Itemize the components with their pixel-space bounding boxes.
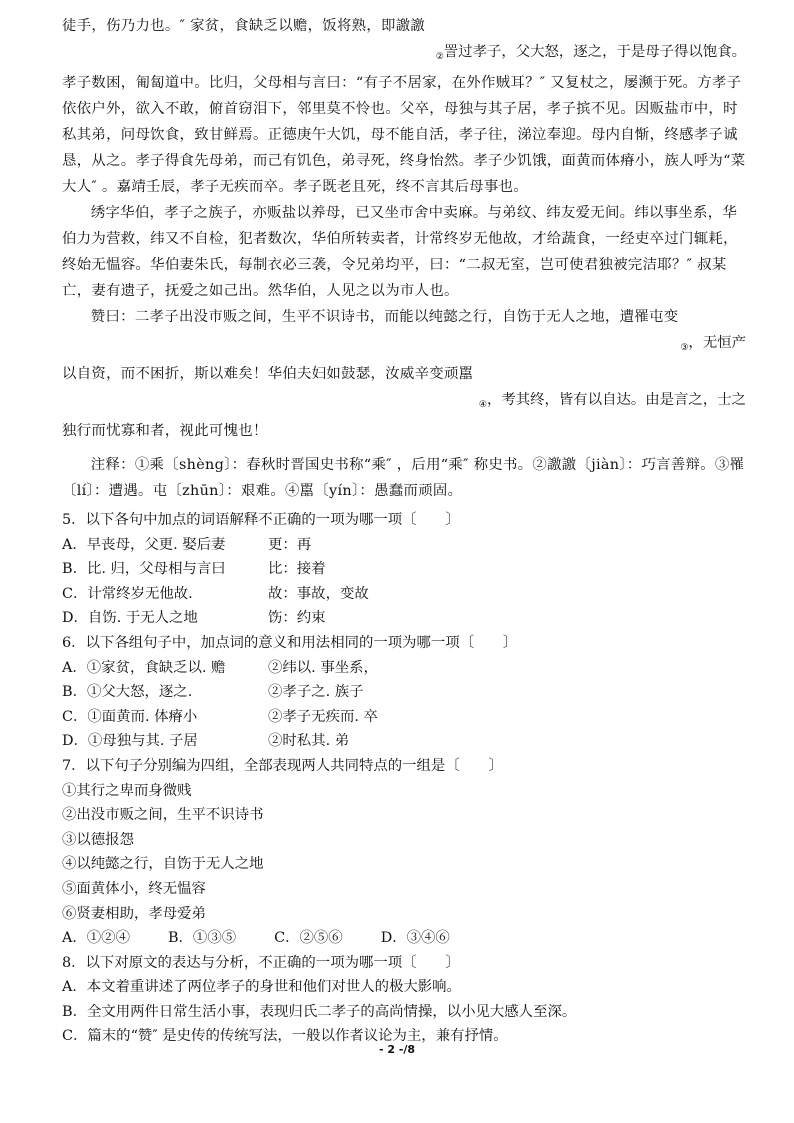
question-5-option-c[interactable] (62, 582, 746, 607)
passage-paragraph-3d (62, 387, 746, 418)
question-7-item-2: ②出没市贩之间，生平不识诗书 (62, 807, 264, 824)
question-7-choice-b[interactable]: B．①③⑤ (167, 930, 237, 947)
passage-line-2 (62, 39, 746, 70)
question-6-option-d[interactable] (62, 729, 746, 754)
passage-line-2-text: 詈过孝子，父大怒，逐之，于是母子得以饱食。 (443, 44, 746, 60)
question-6-option-c[interactable] (62, 705, 746, 730)
option-gloss: 饬：约束 (268, 610, 326, 627)
question-8-option-c[interactable]: C．篇末的“赞″ 是史传的传统写法，一般以作者议论为主，兼有抒情。 (62, 1028, 508, 1045)
option-text: D．自饬. 于无人之地 (62, 610, 198, 627)
question-5-stem: 5．以下各句中加点的词语解释不正确的一项为哪一项〔 〕 (62, 512, 460, 528)
note-marker-2: ② (435, 52, 444, 62)
question-5 (62, 508, 746, 631)
annotations: 注释：①乘〔shèng〕：春秋时晋国史书称“乘″ ，后用“乘″ 称史书。②譤譤〔jiàn〕：巧言善辩。③罹〔lí〕：遭遇。屯〔zhūn〕：艰难。④嚚〔yín〕：愚蠢而顽固。 (62, 457, 745, 499)
option-text: C．计常终岁无他故. (62, 585, 193, 602)
passage-paragraph-3e: 独行而忧寡和者，视此可愧也！ (62, 423, 268, 439)
question-7-stem: 7．以下句子分别编为四组，全部表现两人共同特点的一组是〔 〕 (62, 757, 503, 774)
page-number: - 2 -/8 (378, 1043, 416, 1056)
passage-paragraph-3b (62, 330, 746, 361)
option-text: B．①父大怒，逐之. (62, 684, 193, 701)
option-text: D．①母独与其. 子居 (62, 733, 198, 750)
option-text: C．①面黄而. 体瘠小 (62, 708, 198, 725)
question-7-choice-c[interactable]: C．②⑤⑥ (274, 930, 343, 947)
question-5-option-d[interactable] (62, 606, 746, 631)
option-gloss: 更：再 (268, 536, 312, 553)
option-text-2: ②纬以. 事坐系， (268, 659, 378, 676)
option-text-2: ②孝子之. 族子 (268, 684, 364, 701)
question-8-option-b[interactable]: B．全文用两件日常生活小事，表现归氏二孝子的高尚情操，以小见大感人至深。 (62, 1003, 577, 1020)
question-7-choices (62, 926, 746, 951)
option-text-2: ②时私其. 弟 (268, 733, 350, 750)
question-7-item-1: ①其行之卑而身微贱 (62, 782, 192, 799)
question-8-stem: 8．以下对原文的表达与分析，不正确的一项为哪一项〔 〕 (62, 954, 460, 971)
question-7-choice-a[interactable]: A．①②④ (62, 930, 130, 947)
question-6-option-a[interactable] (62, 656, 746, 681)
passage-paragraph-1: 孝子数困，匍匐道中。比归，父母相与言曰：“有子不居家，在外作贼耳？″ 又复杖之，屡濒于死。方孝子依依户外，欲入不敢，俯首窃泪下，邻里莫不怜也。父卒，母独与其子居，孝子摈不见。因贩盐市中，时私其弟，问母饮食，致甘鲜焉。正德庚午大饥，母不能自活，孝子往，涕泣奉迎。母内自惭，终感孝子诚恳，从之。孝子得食先母弟，而己有饥色，弟寻死，终身怡然。孝子少饥饿，面黄而体瘠小，族人呼为“菜大人″ 。嘉靖壬辰，孝子无疾而卒。孝子既老且死，终不言其后母事也。 (62, 75, 746, 195)
question-5-option-b[interactable] (62, 557, 746, 582)
question-5-option-a[interactable] (62, 533, 746, 558)
passage-paragraph-2: 绣字华伯，孝子之族子，亦贩盐以养母，已又坐市舍中卖麻。与弟纹、纬友爱无间。纬以事坐系，华伯力为营救，纬又不自检，犯者数次，华伯所转卖者，计常终岁无他故，才给蔬食，一经吏卒过门辄耗，终始无愠容。华伯妻朱氏，每制衣必三袭，令兄弟均平，曰：“二叔无室，岂可使君独被完洁耶？″ 叔某亡，妻有遗子，抚爱之如己出。然华伯，人见之以为市人也。 (62, 205, 738, 299)
question-7-item-4: ④以纯懿之行，自饬于无人之地 (62, 856, 264, 873)
question-7-item-6: ⑥贤妻相助，孝母爱弟 (62, 905, 206, 922)
question-8 (62, 951, 746, 1049)
question-7-choice-d[interactable]: D．③④⑥ (380, 930, 450, 947)
option-text: B．比. 归，父母相与言曰 (62, 561, 226, 578)
question-8-option-a[interactable]: A．本文着重讲述了两位孝子的身世和他们对世人的极大影响。 (62, 979, 461, 996)
option-text: A．早丧母，父更. 娶后妻 (62, 536, 226, 553)
question-6-stem: 6．以下各组句子中，加点词的意义和用法相同的一项为哪一项〔 〕 (62, 634, 518, 651)
note-marker-3: ③ (680, 343, 689, 353)
passage-paragraph-3c: 以自资，而不困折，斯以难矣！华伯夫妇如鼓瑟，汝威辛变顽嚚 (62, 366, 474, 382)
option-text: A．①家贫，食缺乏以. 赡 (62, 659, 226, 676)
passage-line-1: 徒手，伤乃力也。″ 家贫，食缺乏以赡，饭将熟，即譤譤 (62, 18, 426, 34)
question-7-item-3: ③以德报怨 (62, 831, 134, 848)
question-7 (62, 754, 746, 951)
option-text-2: ②孝子无疾而. 卒 (268, 708, 378, 725)
question-6 (62, 631, 746, 754)
question-7-item-5: ⑤面黄体小，终无愠容 (62, 880, 206, 897)
question-6-option-b[interactable] (62, 680, 746, 705)
passage-3d-text: ，考其终，皆有以自达。由是言之，士之 (486, 392, 746, 408)
option-gloss: 故：事故，变故 (268, 585, 369, 602)
note-marker-4: ④ (478, 400, 487, 410)
passage-paragraph-3a: 赞曰：二孝子出没市贩之间，生平不识诗书，而能以纯懿之行，自饬于无人之地，遭罹屯变 (90, 309, 679, 325)
option-gloss: 比：接着 (268, 561, 326, 578)
passage-3b-text: ，无恒产 (688, 335, 746, 351)
